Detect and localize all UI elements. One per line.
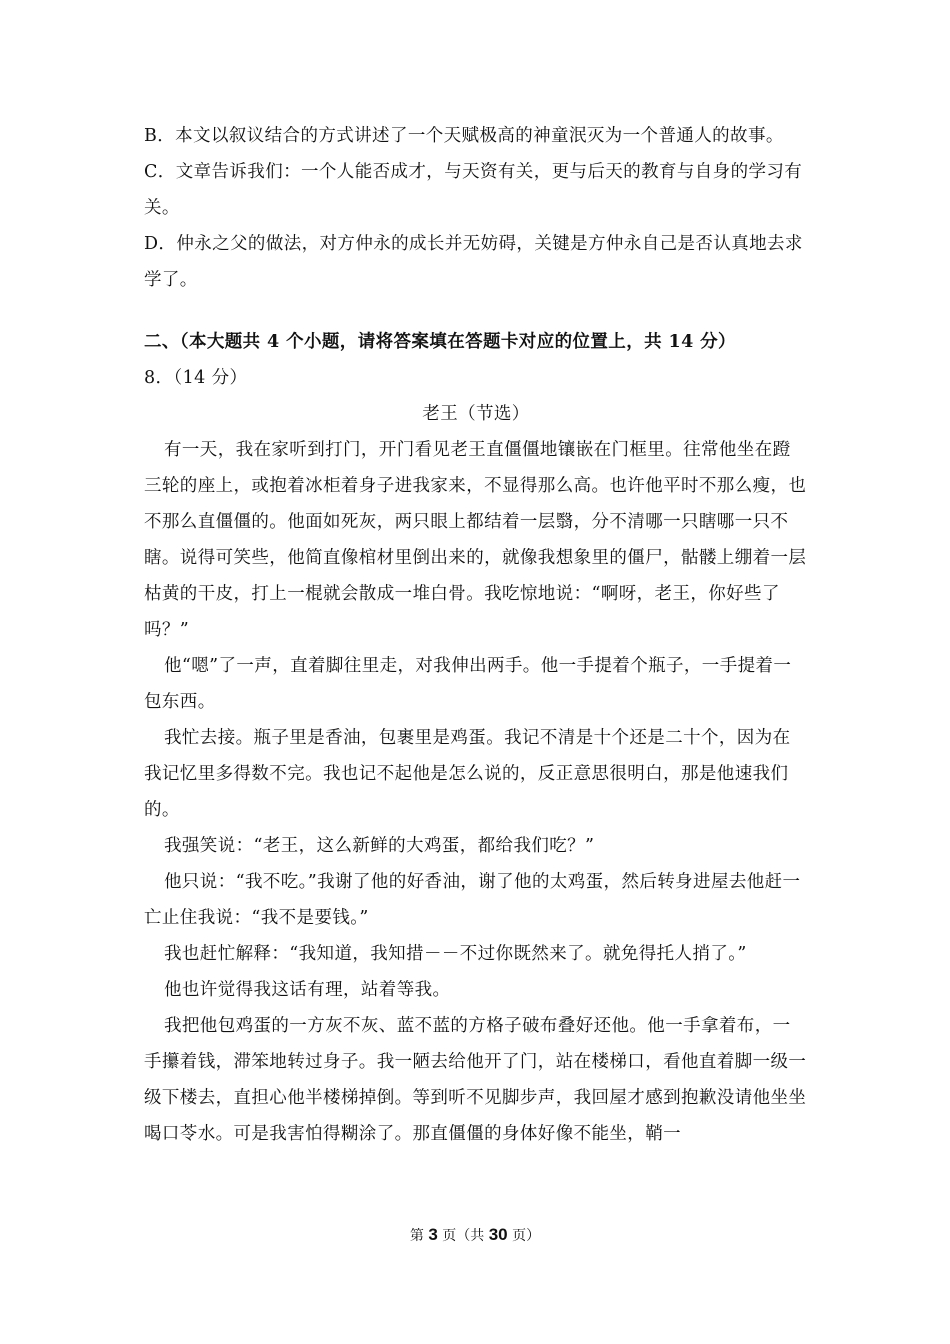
document-body xyxy=(144,118,808,1152)
passage-paragraph: 他也许觉得我这话有理，站着等我。 xyxy=(164,980,451,1000)
passage-paragraph: 他“嗯”了一声，直着脚往里走，对我伸出两手。他一手提着个瓶子，一手提着一包东西。 xyxy=(144,656,792,712)
option-b: B．本文以叙议结合的方式讲述了一个天赋极高的神童泯灭为一个普通人的故事。 xyxy=(144,126,784,146)
passage-paragraph: 我忙去接。瓶子里是香油，包裹里是鸡蛋。我记不清是十个还是二十个，因为在我记忆里多得数不完。我也记不起他是怎么说的，反正意思很明白，那是他速我们的。 xyxy=(144,728,791,820)
footer-middle: 页（共 xyxy=(442,1228,485,1244)
total-pages: 30 xyxy=(488,1225,508,1244)
option-d: D．仲永之父的做法，对方仲永的成长并无妨碍，关键是方仲永自己是否认真地去求学了。 xyxy=(144,234,803,290)
passage-paragraph: 他只说：“我不吃。”我谢了他的好香油，谢了他的太鸡蛋，然后转身进屋去他赶一亡止住我说：“我不是要钱。” xyxy=(144,872,801,928)
section-heading: 二、（本大题共 4 个小题，请将答案填在答题卡对应的位置上，共 14 分） xyxy=(144,332,736,352)
section-gap xyxy=(144,298,808,324)
passage-paragraph: 我强笑说：“老王，这么新鲜的大鸡蛋，都给我们吃？” xyxy=(164,836,595,856)
passage-title: 老王（节选） xyxy=(422,404,530,424)
option-c: C．文章告诉我们：一个人能否成才，与天资有关，更与后天的教育与自身的学习有关。 xyxy=(144,162,803,218)
page-number: 3 xyxy=(428,1225,438,1244)
question-number: 8．（14 分） xyxy=(144,368,248,388)
passage-paragraph: 我也赶忙解释：“我知道，我知措－－不过你既然来了。就免得托人捎了。” xyxy=(164,944,747,964)
footer-prefix: 第 xyxy=(409,1228,424,1244)
page-footer xyxy=(0,1225,950,1245)
passage-paragraph: 有一天，我在家听到打门，开门看见老王直僵僵地镶嵌在门框里。往常他坐在蹬三轮的座上，或抱着冰柜着身子进我家来，不显得那么高。也许他平时不那么瘦，也不那么直僵僵的。他面如死灰，两只眼上都结着一层翳，分不清哪一只瞎哪一只不瞎。说得可笑些，他简直像棺材里倒出来的，就像我想象里的僵尸，骷髅上绷着一层枯黄的干皮，打上一棍就会散成一堆白骨。我吃惊地说：“啊呀，老王，你好些了吗？” xyxy=(144,440,807,640)
footer-suffix: 页） xyxy=(512,1228,541,1244)
passage-paragraph: 我把他包鸡蛋的一方灰不灰、蓝不蓝的方格子破布叠好还他。他一手拿着布，一手攥着钱，滞笨地转过身子。我一陋去给他开了门，站在楼梯口，看他直着脚一级一级下楼去，直担心他半楼梯掉倒。等到听不见脚步声，我回屋才感到抱歉没请他坐坐喝口苓水。可是我害怕得糊涂了。那直僵僵的身体好像不能坐，鞘一 xyxy=(144,1016,807,1144)
